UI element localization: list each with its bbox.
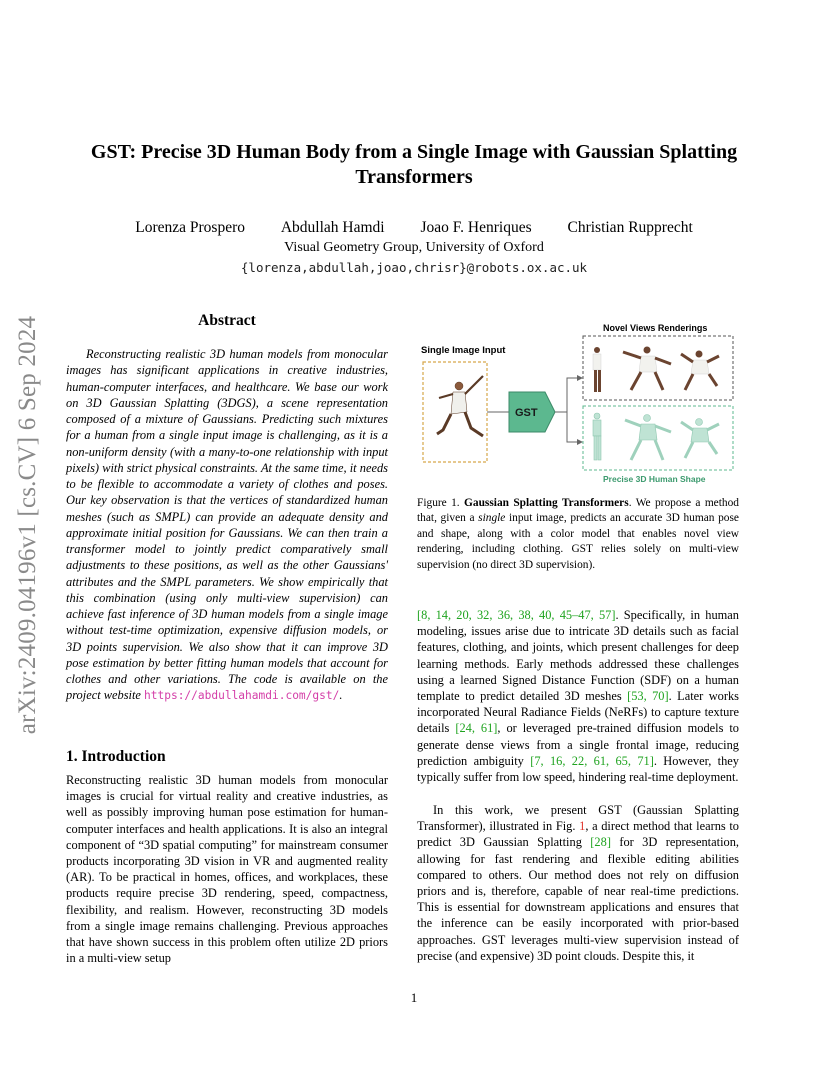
author-name: Abdullah Hamdi (280, 219, 385, 236)
right-column-paragraph-2 (417, 802, 739, 964)
human-shape-meshes (593, 413, 719, 460)
shape-box (583, 406, 733, 470)
affiliation: Visual Geometry Group, University of Oxford (284, 240, 544, 255)
page-number: 1 (410, 990, 418, 1005)
gst-branch-connector (555, 378, 577, 442)
right-column-paragraph-1 (417, 607, 739, 785)
arrow-head-top (577, 375, 583, 381)
caption-title: Gaussian Splatting Transformers (464, 497, 629, 509)
rendered-person-views (593, 347, 719, 393)
figure-1-caption (417, 496, 739, 573)
paragraph-text: . Later works incorporated Neural Radiance Fields (NeRFs) to capture texture details (417, 689, 740, 736)
citation-group[interactable]: [8, 14, 20, 32, 36, 38, 40, 45–47, 57] (417, 608, 616, 622)
title-line-2: Transformers (355, 166, 473, 188)
intro-paragraph-1: Reconstructing realistic 3D human models from monocular images is crucial for virtual reality and creative industries, as well as possibly improving human pose estimation for human-computer interfaces and health applications. It is also an integral component of “3D spatial computing” for mainstream consumer products incorporating 3D vision in VR and augmented reality (AR). To be practical in homes, offices, and workplaces, these products require precise 3D rendering, speed, compactness, flexibility, and realism. However, reconstructing 3D models from a single image remains challenging. Previous approaches that have shown success in this problem often utilize 2D priors in a multi-view setup (66, 773, 388, 966)
single-image-label: Single Image Input (421, 345, 506, 356)
paragraph-text: . Specifically, in human modeling, issues arise due to intricate 3D details such as facial features, clothing, and joints, which present challenges for deep learning methods. Early methods addressed these challenges using a learned Signed Distance Function (SDF) on a human template to predict detailed 3D meshes (417, 608, 739, 704)
citation-group[interactable]: [24, 61] (455, 721, 498, 736)
figure-reference[interactable]: 1 (579, 819, 586, 834)
caption-prefix: Figure 1. (417, 497, 460, 509)
abstract-body (66, 346, 388, 705)
paragraph-text: , a direct method that learns to predict 3D Gaussian Splatting (417, 819, 739, 850)
abstract-heading: Abstract (198, 312, 256, 329)
novel-views-label: Novel Views Renderings (603, 323, 708, 333)
citation-group[interactable]: [7, 16, 22, 61, 65, 71] (530, 753, 654, 768)
caption-emphasis: single (478, 512, 506, 525)
paragraph-text: . However, they typically suffer from low speed, hindering real-time deployment. (417, 753, 739, 785)
author-name: Christian Rupprecht (567, 219, 693, 236)
paragraph-text: , or leveraged pre-trained diffusion models to generate dense views from a single frontal image, reducing prediction ambiguity (417, 721, 740, 768)
paragraph-text: for 3D representation, allowing for fast rendering and flexible editing abilities compared to others. Our method does not rely on diffusion priors and is, therefore, capable of near real-time predictions. This is essential for downstream applications and ensures that the inference can be easily incorporated with prior-based approaches. GST leverages multi-view supervision instead of precise (and expensive) 3D point clouds. Despite this, it (417, 835, 740, 963)
project-link[interactable]: https://abdullahamdi.com/gst/ (144, 689, 340, 703)
citation-group[interactable]: [28] (590, 835, 611, 850)
title-line-1: GST: Precise 3D Human Body from a Single Image with Gaussian Splatting (90, 141, 738, 163)
arxiv-identifier-text: arXiv:2409.04196v1 [cs.CV] 6 Sep 2024 (14, 315, 42, 735)
abstract-text: Reconstructing realistic 3D human models from monocular images has significant applications in creative industries, human-computer interfaces, and healthcare. We base our work on 3D Gaussian Splatting (3DGS), a scene representation composed of a mixture of Gaussians. Predicting such mixtures for a human from a single input image is challenging, as it is a non-uniform density (with a many-to-one relationship with input pixels) with strict physical constraints. At the same time, it needs to be flexible to accommodate a variety of clothes and poses. Our key observation is that the vertices of standardized human meshes (such as SMPL) can provide an adequate density and approximate initial position for Gaussians. We can then train a transformer model to jointly predict comparatively small adjustments to these positions, as well as the other Gaussians' attributes and the SMPL parameters. We show empirically that this combination (using only multi-view supervision) can achieve fast inference of 3D human models from a single image without test-time optimization, expensive diffusion models, or 3D points supervision. We also show that it can improve 3D pose estimation by better fitting human models that account for clothes and other variations. The code is available on the project website (66, 347, 388, 703)
author-emails: {lorenza,abdullah,joao,chrisr}@robots.ox.ac.uk (240, 260, 588, 275)
author-name: Joao F. Henriques (420, 219, 532, 236)
novel-views-box (583, 336, 733, 400)
abstract-end: . (339, 688, 343, 703)
paper-title (60, 140, 768, 190)
arxiv-identifier (4, 295, 52, 755)
shape-label: Precise 3D Human Shape (603, 474, 706, 484)
paragraph-text: In this work, we present GST (Gaussian Splatting Transformer), illustrated in Fig. (417, 803, 739, 834)
figure-1-diagram (417, 320, 739, 485)
arrow-head-bottom (577, 439, 583, 445)
caption-text-a: . We propose a method that, given a (417, 497, 739, 525)
citation-group[interactable]: [53, 70] (627, 689, 669, 704)
introduction-left-column (66, 772, 388, 966)
author-name: Lorenza Prospero (135, 219, 245, 236)
introduction-heading: 1. Introduction (66, 748, 166, 765)
input-person-figure (437, 376, 483, 436)
caption-text-b: input image, predicts an accurate 3D human pose and shape, along with a color model that enables novel view rendering, including clothing. GST relies solely on multi-view supervision (no direct 3D supervision). (417, 512, 739, 571)
author-list (60, 218, 768, 238)
gst-label: GST (515, 407, 538, 419)
